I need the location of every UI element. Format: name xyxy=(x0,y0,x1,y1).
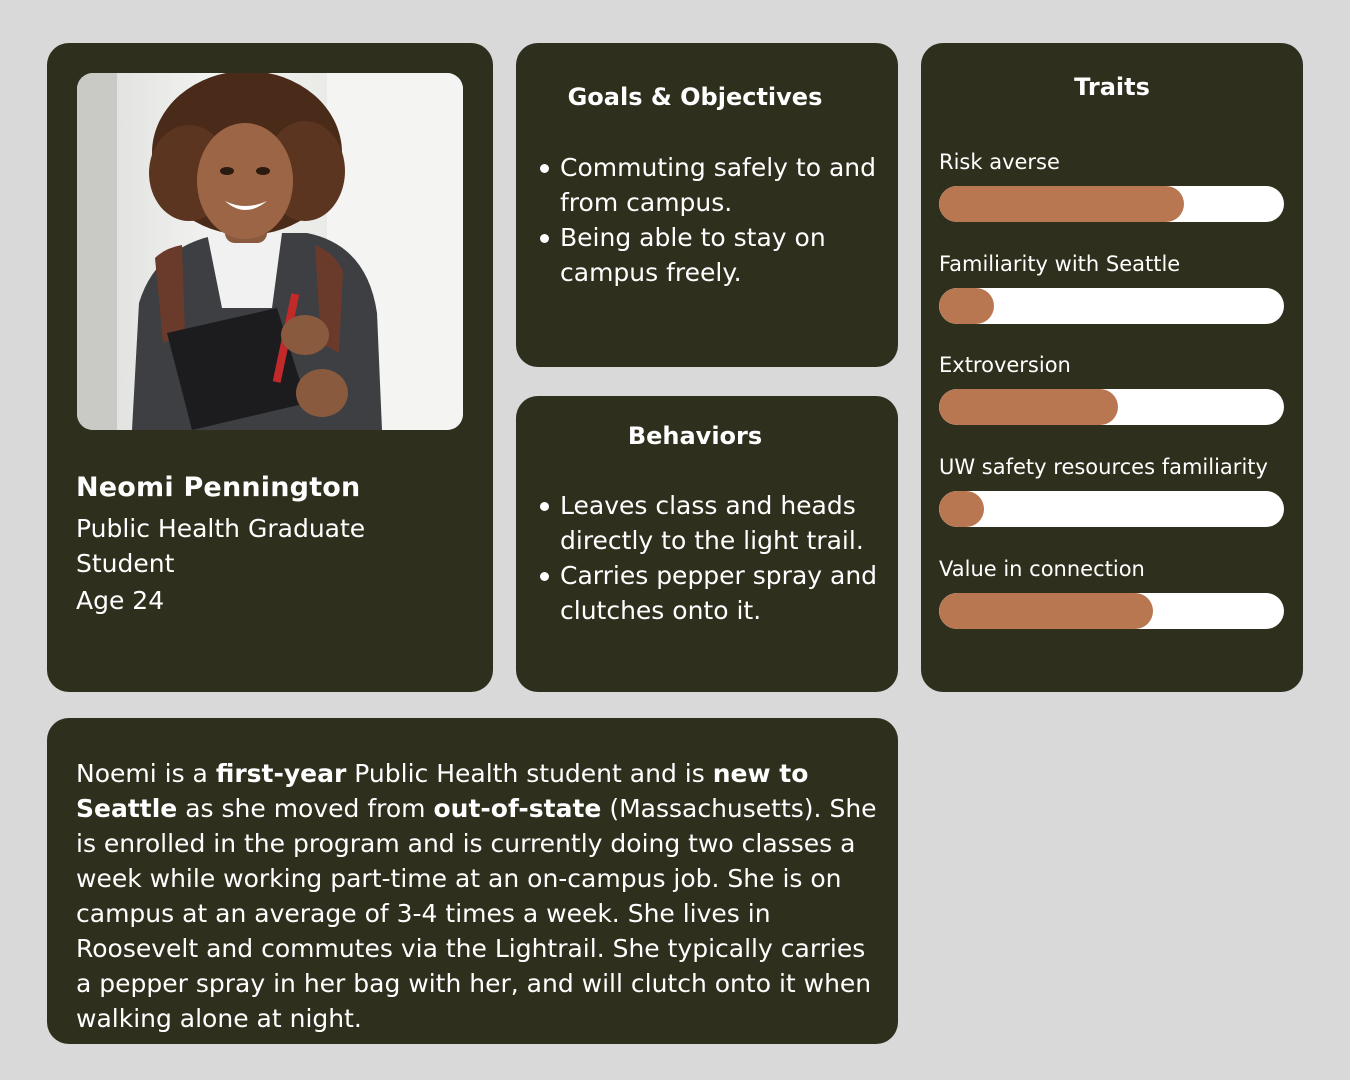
bio-emphasis: out-of-state xyxy=(433,794,602,823)
profile-card xyxy=(47,43,493,692)
trait-familiarity-seattle xyxy=(939,252,1285,324)
trait-bar-fill xyxy=(939,491,984,527)
behaviors-list xyxy=(540,488,895,628)
bio-segment: Public Health student and is xyxy=(346,759,713,788)
behaviors-title: Behaviors xyxy=(627,422,763,450)
trait-bar-fill xyxy=(939,389,1118,425)
trait-value-connection xyxy=(939,557,1285,629)
trait-label: Familiarity with Seattle xyxy=(939,252,1181,276)
bio-emphasis: first-year xyxy=(215,759,347,788)
trait-bar-track xyxy=(939,491,1284,527)
bio-card xyxy=(47,718,898,1044)
trait-label: UW safety resources familiarity xyxy=(939,455,1268,479)
trait-bar-fill xyxy=(939,186,1184,222)
trait-bar-track xyxy=(939,389,1284,425)
traits-title: Traits xyxy=(1074,73,1150,101)
persona-name: Neomi Pennington xyxy=(76,472,361,503)
bio-emphasis: new to Seattle xyxy=(76,759,809,823)
goals-card xyxy=(516,43,898,367)
trait-risk-averse xyxy=(939,150,1285,222)
bio-text xyxy=(76,756,886,1036)
behavior-item: Carries pepper spray and clutches onto it. xyxy=(560,558,895,628)
goals-list xyxy=(540,150,895,290)
goals-title: Goals & Objectives xyxy=(567,83,823,111)
bio-segment: (Massachusetts). She is enrolled in the program and is currently doing two classes a week while working part-time at an on-campus job. She is on campus at an average of 3-4 times a week. She lives in Roosevelt and commutes via the Lightrail. She typically carries a pepper spray in her bag with her, and will clutch onto it when walking alone at night. xyxy=(76,794,877,1033)
trait-bar-track xyxy=(939,593,1284,629)
bio-segment: as she moved from xyxy=(177,794,434,823)
behavior-item: Leaves class and heads directly to the light trail. xyxy=(560,488,895,558)
goal-item: Commuting safely to and from campus. xyxy=(560,150,895,220)
trait-label: Value in connection xyxy=(939,557,1145,581)
bio-segment: Noemi is a xyxy=(76,759,216,788)
trait-label: Risk averse xyxy=(939,150,1060,174)
goal-item: Being able to stay on campus freely. xyxy=(560,220,895,290)
persona-age: Age 24 xyxy=(76,586,165,615)
behaviors-card xyxy=(516,396,898,692)
trait-bar-track xyxy=(939,288,1284,324)
persona-role: Public Health Graduate Student xyxy=(76,514,366,578)
trait-uw-safety xyxy=(939,455,1285,527)
trait-label: Extroversion xyxy=(939,353,1071,377)
trait-bar-track xyxy=(939,186,1284,222)
trait-extroversion xyxy=(939,353,1285,425)
trait-bar-fill xyxy=(939,593,1153,629)
portrait-photo xyxy=(77,73,463,430)
portrait-illustration xyxy=(77,73,463,430)
trait-bar-fill xyxy=(939,288,994,324)
traits-card xyxy=(921,43,1303,692)
